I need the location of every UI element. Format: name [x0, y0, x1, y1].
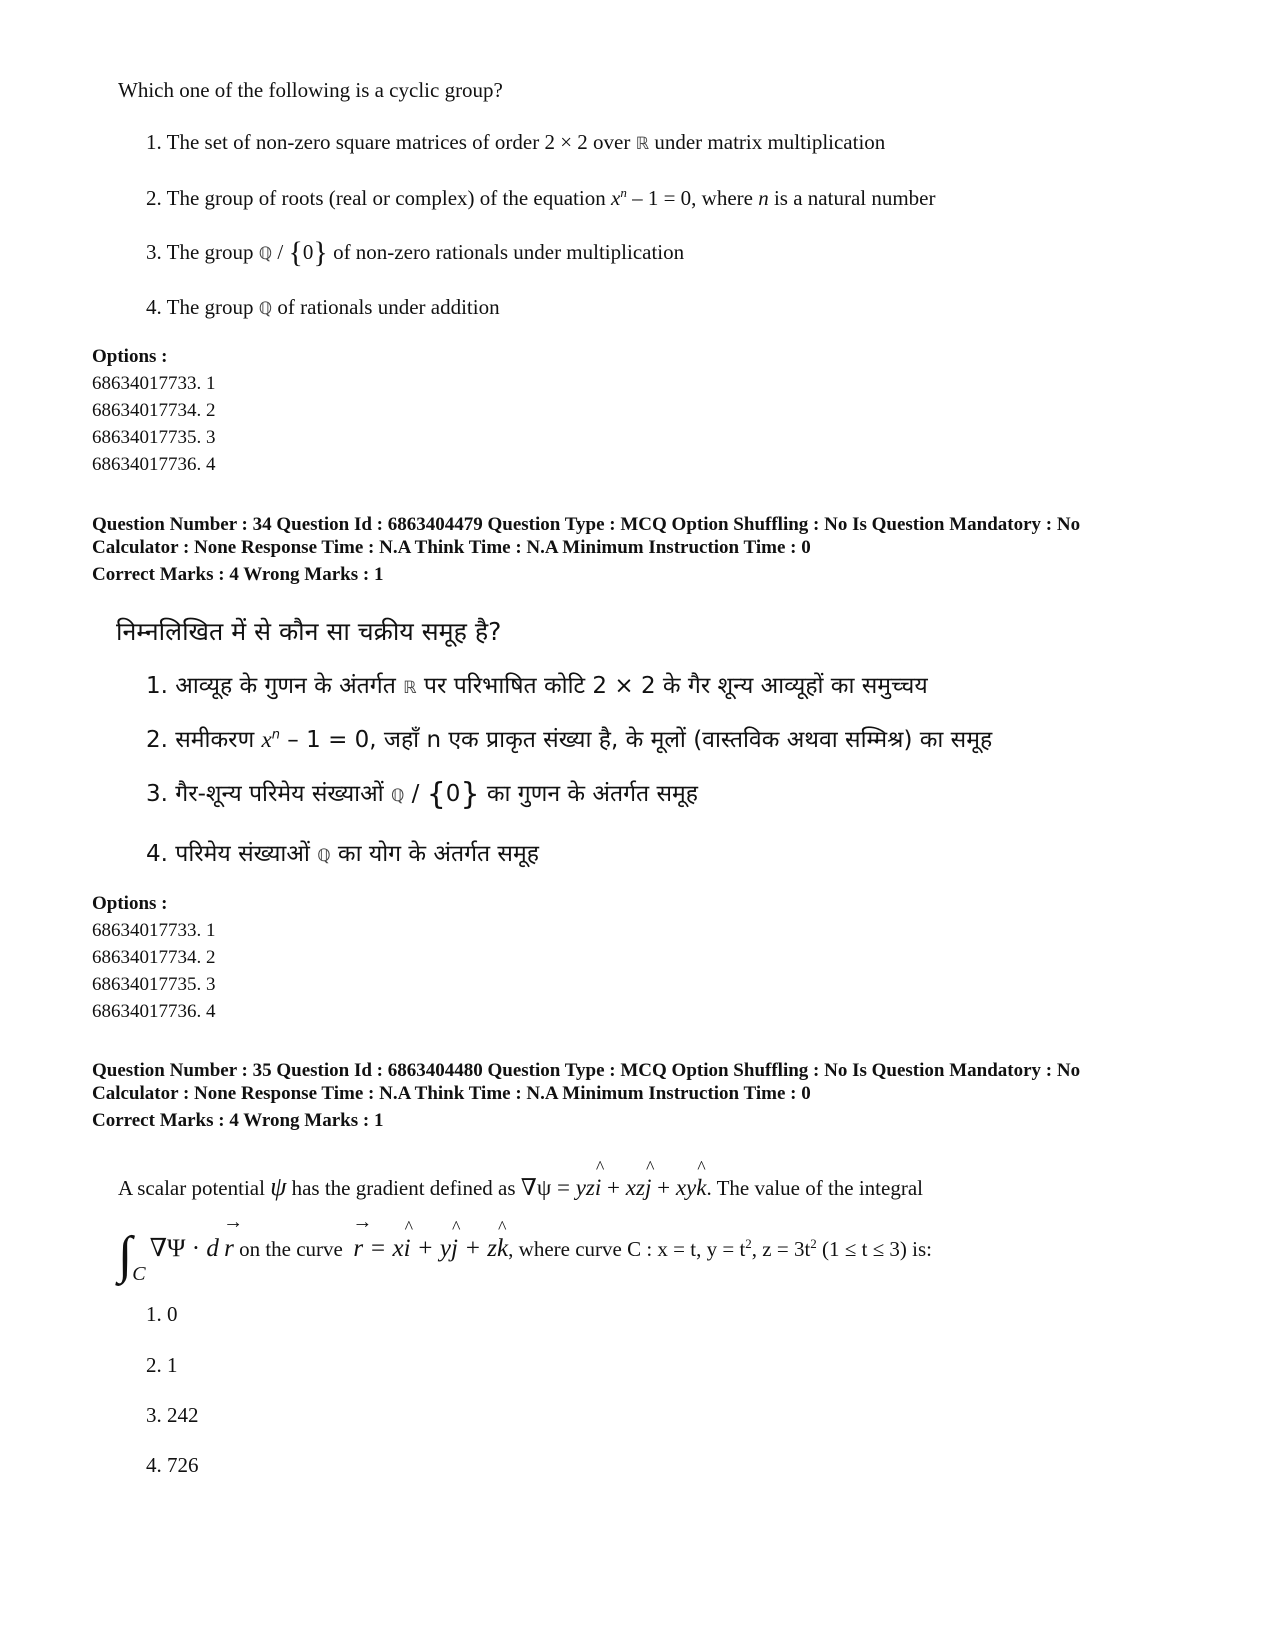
q34-marks: Correct Marks : 4 Wrong Marks : 1: [92, 564, 384, 585]
q35-marks: Correct Marks : 4 Wrong Marks : 1: [92, 1110, 384, 1131]
q35-option-1: 1. 0: [146, 1302, 178, 1326]
q35-meta-line-1: Question Number : 35 Question Id : 6863404480 Question Type : MCQ Option Shuffling : No Is Question Mandatory : No: [92, 1060, 1081, 1081]
q35-option-4: 4. 726: [146, 1453, 199, 1477]
q33-option-id-3: 68634017735. 3: [92, 427, 216, 448]
q33-option-4: 4. The group ℚ of rationals under addition: [146, 295, 500, 319]
q34-option-id-1: 68634017733. 1: [92, 920, 216, 941]
q35-stem-line-1: A scalar potential ψ has the gradient defined as ∇ψ = yz^ i + xz^ j + xy^ k. The value of the integral: [118, 1172, 923, 1202]
q34-option-4: 4. परिमेय संख्याओं ℚ का योग के अंतर्गत समूह: [146, 841, 539, 867]
q33-options-label: Options :: [92, 346, 168, 367]
q34-option-id-4: 68634017736. 4: [92, 1001, 216, 1022]
q34-option-id-2: 68634017734. 2: [92, 947, 216, 968]
q33-option-2: 2. The group of roots (real or complex) of the equation $x^n - 1 = 0$, where n is a natural number: [146, 185, 936, 210]
q35-option-2: 2. 1: [146, 1353, 178, 1377]
q33-option-id-2: 68634017734. 2: [92, 400, 216, 421]
q34-option-1: 1. आव्यूह के गुणन के अंतर्गत ℝ पर परिभाषित कोटि 2 × 2 के गैर शून्य आव्यूहों का समुच्चय: [146, 673, 928, 699]
q35-stem-line-2: ∫C∇Ψ · d → r on the curve → r = x^ i + y^ j + z^ k, where curve C : x = t, $y = t^2$, $z = 3t^2$ (1 ≤ t ≤ 3) is:: [118, 1226, 932, 1286]
q33-option-id-1: 68634017733. 1: [92, 373, 216, 394]
q34-options-label: Options :: [92, 893, 168, 914]
q33-option-id-4: 68634017736. 4: [92, 454, 216, 475]
q34-option-2: 2. समीकरण $x^n - 1 = 0$, जहाँ n एक प्राकृत संख्या है, के मूलों (वास्तविक अथवा सम्मिश्र) का समूह: [146, 727, 993, 753]
q34-meta-line-1: Question Number : 34 Question Id : 6863404479 Question Type : MCQ Option Shuffling : No Is Question Mandatory : No: [92, 514, 1081, 535]
q34-stem: निम्नलिखित में से कौन सा चक्रीय समूह है?: [116, 617, 502, 646]
q35-meta-line-2: Calculator : None Response Time : N.A Think Time : N.A Minimum Instruction Time : 0: [92, 1083, 811, 1104]
q33-option-3: 3. The group ℚ / {0} of non-zero rationals under multiplication: [146, 236, 685, 269]
q34-option-id-3: 68634017735. 3: [92, 974, 216, 995]
q35-option-3: 3. 242: [146, 1403, 199, 1427]
q34-meta-line-2: Calculator : None Response Time : N.A Think Time : N.A Minimum Instruction Time : 0: [92, 537, 811, 558]
q33-option-1: 1. The set of non-zero square matrices of order 2 × 2 over ℝ under matrix multiplication: [146, 130, 886, 154]
q34-option-3: 3. गैर-शून्य परिमेय संख्याओं ℚ / {0} का गुणन के अंतर्गत समूह: [146, 777, 698, 812]
q33-stem: Which one of the following is a cyclic group?: [118, 78, 503, 102]
